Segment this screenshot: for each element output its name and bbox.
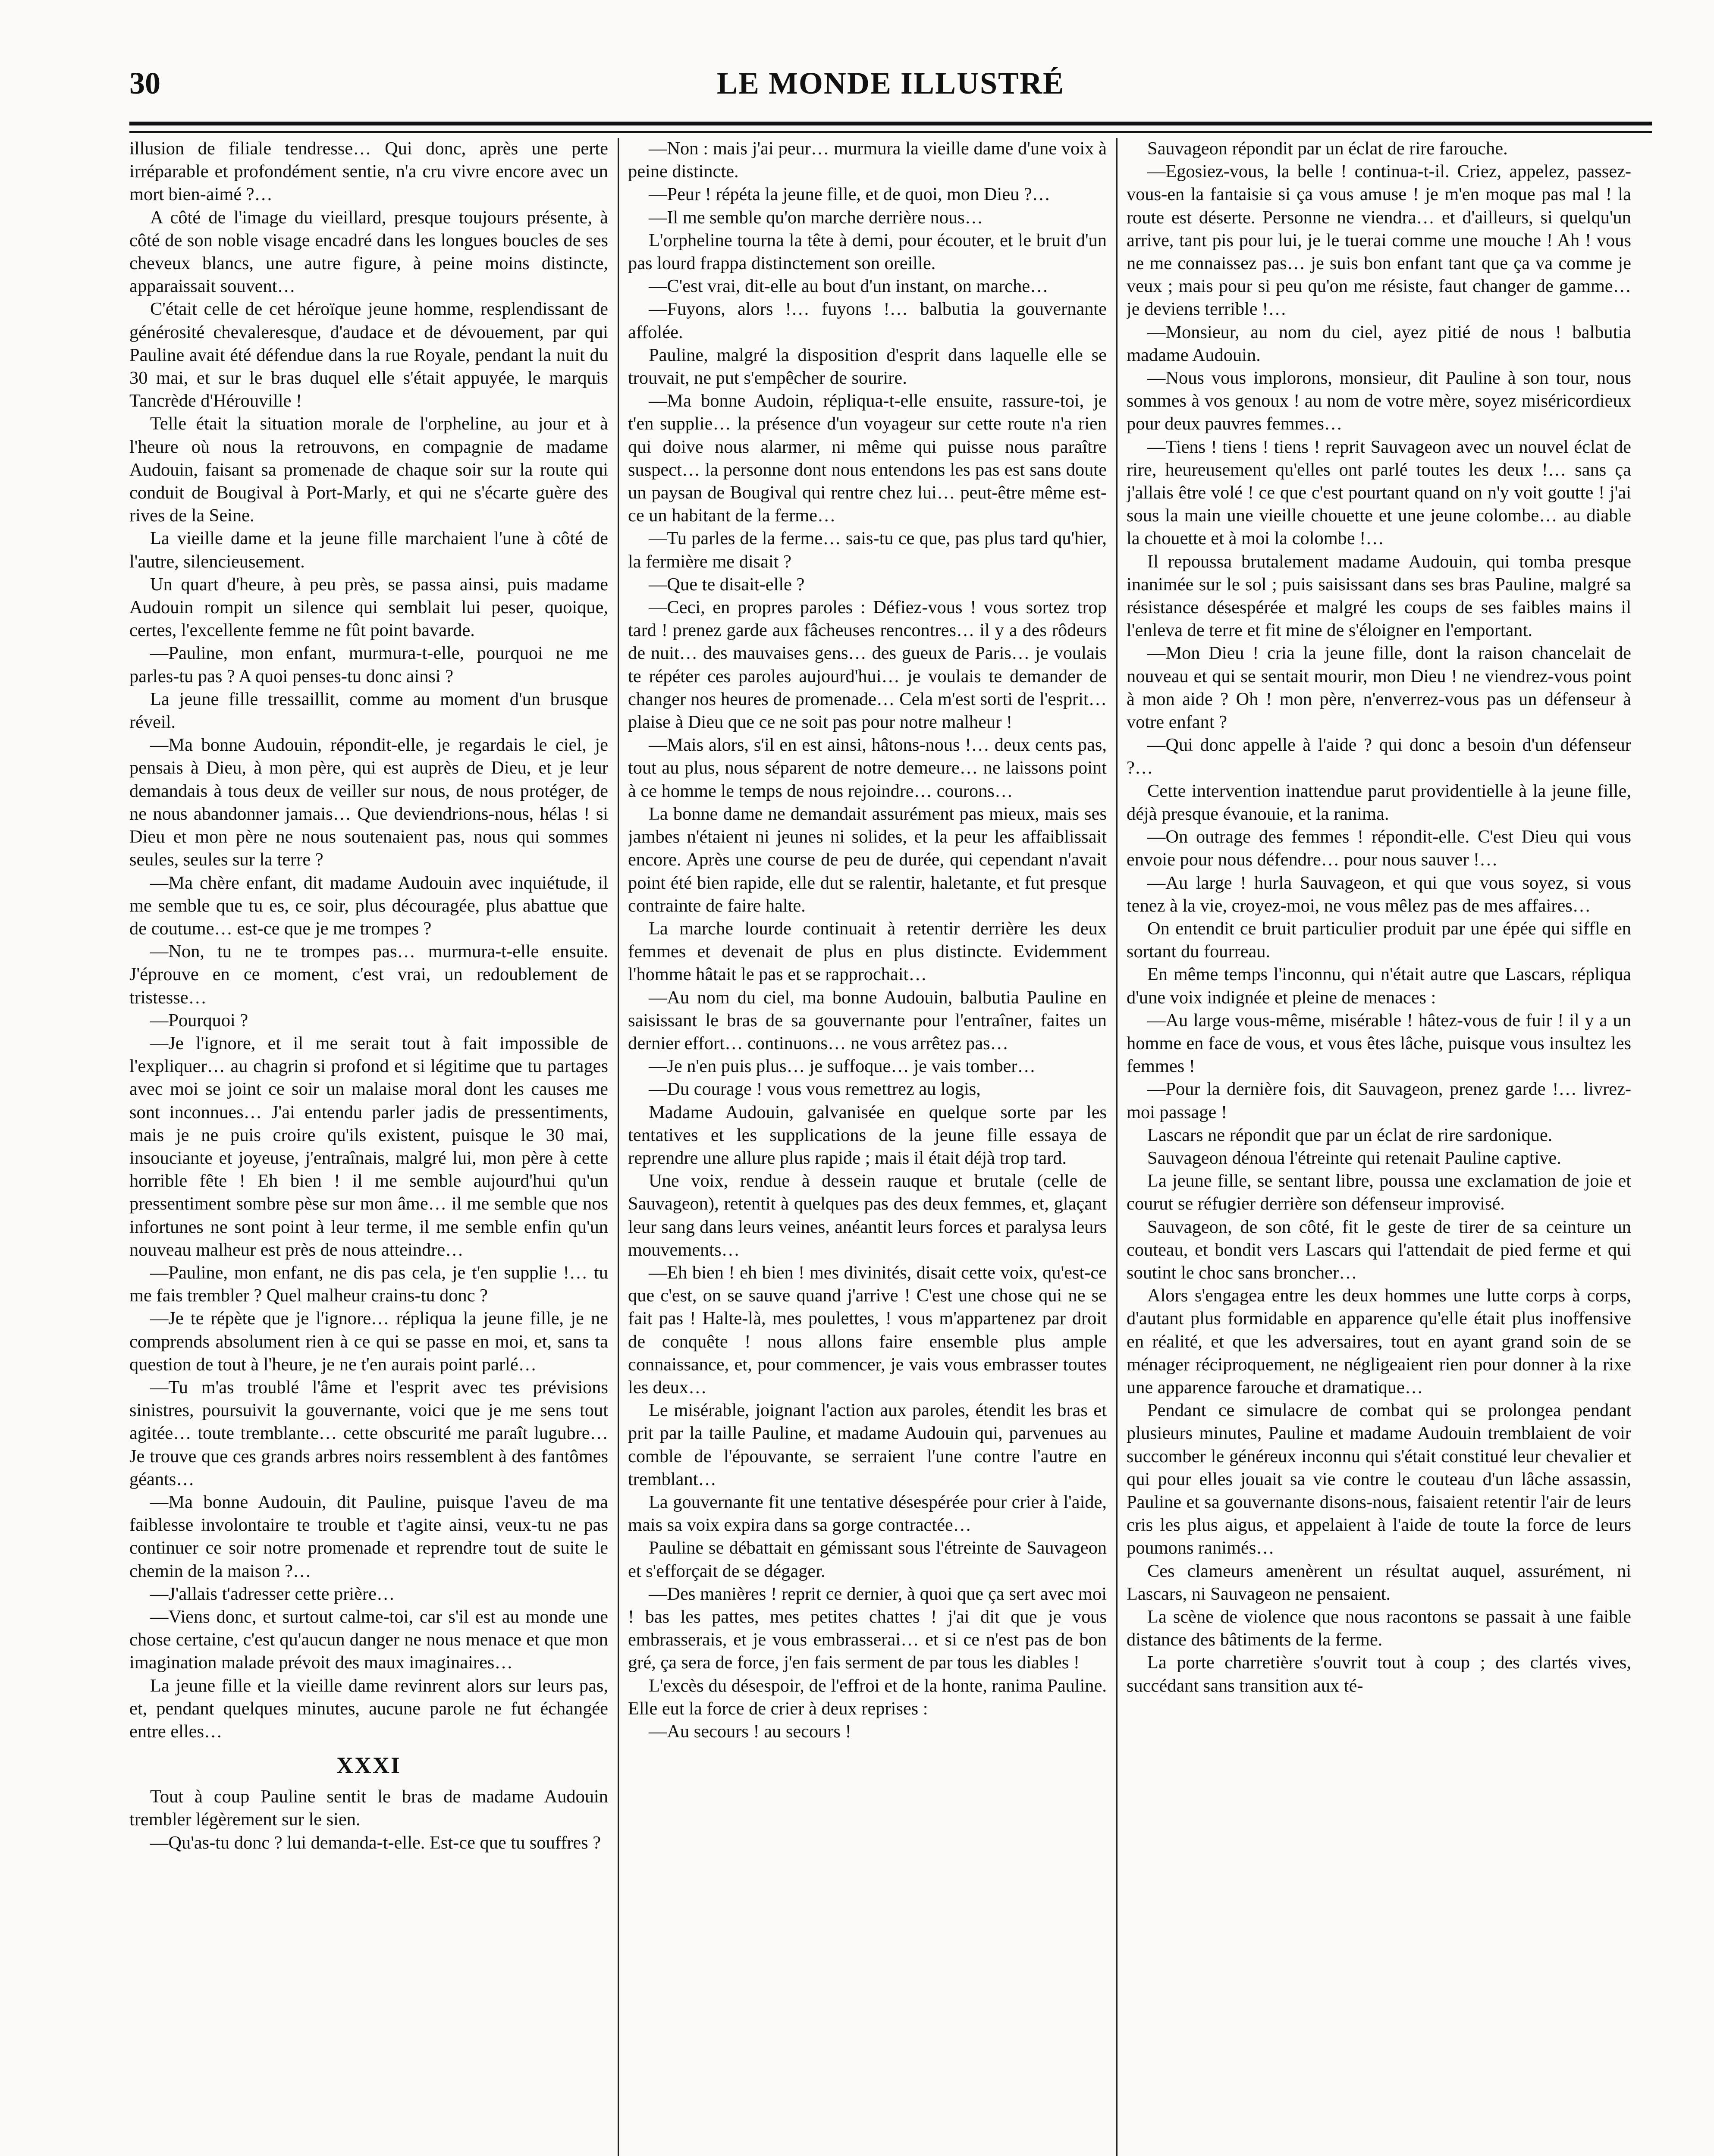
paragraph: Sauvageon dénoua l'étreinte qui retenait Pauline captive. [1147, 1147, 1561, 1168]
paragraph: —Il me semble qu'on marche derrière nous… [649, 207, 983, 228]
paragraph: —Qui donc appelle à l'aide ? qui donc a besoin d'un défenseur ?… [1127, 735, 1631, 778]
paragraph: —Mon Dieu ! cria la jeune fille, dont la raison chancelait de nouveau et qui se sentait mourir, mon Dieu ! ne viendrez-vous point à mon aide ? Oh ! mon père, n'enverrez-vous pas un défenseur à votre enfant ? [1127, 643, 1631, 733]
paragraph: —Du courage ! vous vous remettrez au logis, [649, 1079, 981, 1100]
paragraph: —Monsieur, au nom du ciel, ayez pitié de nous ! balbutia madame Audouin. [1127, 322, 1631, 365]
paragraph: Le misérable, joignant l'action aux paroles, étendit les bras et prit par la taille Pauline, et madame Audouin qui, parvenues au comble de l'épouvante, se serraient l'une contre l'autre en tremblant… [628, 1400, 1107, 1489]
paragraph: Sauvageon répondit par un éclat de rire farouche. [1147, 138, 1508, 159]
paragraph: —Eh bien ! eh bien ! mes divinités, disait cette voix, qu'est-ce que c'est, on se sauve quand j'arrive ! C'est une chose qui ne se fait pas ! Halte-là, mes poulettes, ! vous m'appartenez par droit de conquête ! nous allons faire ensemble plus ample connaissance, et, pour commencer, je vais vous embrasser toutes les deux… [628, 1262, 1107, 1398]
paragraph: Ces clameurs amenèrent un résultat auquel, assurément, ni Lascars, ni Sauvageon ne pensaient. [1127, 1561, 1631, 1604]
paragraph: —Pour la dernière fois, dit Sauvageon, prenez garde !… livrez-moi passage ! [1127, 1079, 1631, 1122]
text-column-1 [129, 137, 608, 2156]
paragraph: —Fuyons, alors !… fuyons !… balbutia la gouvernante affolée. [628, 299, 1107, 342]
paragraph: —Ma bonne Audoin, répliqua-t-elle ensuite, rassure-toi, je t'en supplie… la présence d'un voyageur sur cette route n'a rien qui doive nous alarmer, ni même qui puisse nous paraître suspect… la personne dont nous entendons les pas est sans doute un paysan de Bougival qui rentre chez lui… peut-être même est-ce un habitant de la ferme… [628, 391, 1107, 526]
paragraph: Lascars ne répondit que par un éclat de rire sardonique. [1147, 1125, 1553, 1145]
paragraph: En même temps l'inconnu, qui n'était autre que Lascars, répliqua d'une voix indignée et pleine de menaces : [1127, 964, 1631, 1008]
paragraph: —Viens donc, et surtout calme-toi, car s'il est au monde une chose certaine, c'est qu'aucun danger ne nous menace et que mon imagination malade prévoit des maux imaginaires… [129, 1607, 608, 1673]
paragraph: —Pauline, mon enfant, ne dis pas cela, je t'en supplie !… tu me fais trembler ? Quel malheur crains-tu donc ? [129, 1262, 608, 1306]
paragraph: —Au large vous-même, misérable ! hâtez-vous de fuir ! il y a un homme en face de vous, et vous êtes lâche, puisque vous insultez les femmes ! [1127, 1010, 1631, 1077]
paragraph: La jeune fille tressaillit, comme au moment d'un brusque réveil. [129, 689, 608, 733]
paragraph: —Ma chère enfant, dit madame Audouin avec inquiétude, il me semble que tu es, ce soir, plus découragée, plus abattue que de coutume… est-ce que je me trompes ? [129, 872, 608, 939]
paragraph: —Non, tu ne te trompes pas… murmura-t-elle ensuite. J'éprouve en ce moment, c'est vrai, un redoublement de tristesse… [129, 941, 608, 1008]
paragraph: —Des manières ! reprit ce dernier, à quoi que ça sert avec moi ! bas les pattes, mes petites chattes ! j'ai dit que je vous embrasserais, et je vous embrasserai… et si ce n'est pas de bon gré, ça sera de force, j'en fais serment de par tous les diables ! [628, 1583, 1107, 1673]
paragraph: Telle était la situation morale de l'orpheline, au jour et à l'heure où nous la retrouvons, en compagnie de madame Audouin, faisant sa promenade de chaque soir sur la route qui conduit de Bougival à Port-Marly, et qui ne s'écarte guère des rives de la Seine. [129, 414, 608, 526]
paragraph: La jeune fille, se sentant libre, poussa une exclamation de joie et courut se réfugier derrière son défenseur improvisé. [1127, 1171, 1631, 1214]
paragraph: L'excès du désespoir, de l'effroi et de la honte, ranima Pauline. Elle eut la force de crier à deux reprises : [628, 1675, 1107, 1719]
page-header [129, 64, 1652, 111]
header-rule-thick [129, 122, 1652, 125]
paragraph: —Je l'ignore, et il me serait tout à fait impossible de l'expliquer… au chagrin si profond et si légitime que tu partages avec moi se joint ce soir un malaise moral dont les causes me sont inconnues… J'ai entendu parler jadis de pressentiments, mais je ne puis croire qu'ils existent, puisque le 30 mai, insouciante et joyeuse, j'entraînais, malgré lui, mon père à cette horrible fête ! Eh bien ! il me semble aujourd'hui qu'un pressentiment sombre pèse sur mon âme… il me semble que nos infortunes ne sont point à leur terme, il me semble enfin qu'un nouveau malheur est près de nous atteindre… [129, 1033, 608, 1260]
paragraph: —Mais alors, s'il en est ainsi, hâtons-nous !… deux cents pas, tout au plus, nous séparent de notre demeure… ne laissons point à ce homme le temps de nous rejoindre… courons… [628, 735, 1107, 801]
paragraph: Pauline, malgré la disposition d'esprit dans laquelle elle se trouvait, ne put s'empêcher de sourire. [628, 345, 1107, 389]
paragraph: La marche lourde continuait à retentir derrière les deux femmes et devenait de plus en plus distincte. Evidemment l'homme hâtait le pas et se rapprochait… [628, 918, 1107, 985]
paragraph: —Je te répète que je l'ignore… répliqua la jeune fille, je ne comprends absolument rien à ce qui se passe en moi, et, sans ta question de tout à l'heure, je ne t'en aurais point parlé… [129, 1308, 608, 1375]
paragraph: —Au secours ! au secours ! [649, 1721, 851, 1742]
paragraph: —Au large ! hurla Sauvageon, et qui que vous soyez, si vous tenez à la vie, croyez-moi, ne vous mêlez pas de mes affaires… [1127, 872, 1631, 916]
column-divider [618, 138, 619, 2156]
paragraph: On entendit ce bruit particulier produit par une épée qui siffle en sortant du fourreau. [1127, 918, 1631, 962]
paragraph: —Ma bonne Audouin, dit Pauline, puisque l'aveu de ma faiblesse involontaire te trouble et t'agite ainsi, veux-tu ne pas continuer ce soir notre promenade et reprendre tout de suite le chemin de la maison ?… [129, 1492, 608, 1581]
paragraph: A côté de l'image du vieillard, presque toujours présente, à côté de son noble visage encadré dans les longues boucles de ses cheveux blancs, une autre figure, à peine moins distincte, apparaissait souvent… [129, 207, 608, 297]
paragraph: Pauline se débattait en gémissant sous l'étreinte de Sauvageon et s'efforçait de se dégager. [628, 1538, 1107, 1581]
paragraph: —Au nom du ciel, ma bonne Audouin, balbutia Pauline en saisissant le bras de sa gouvernante pour l'entraîner, faites un dernier effort… continuons… ne vous arrêtez pas… [628, 987, 1107, 1053]
chapter-heading: XXXI [336, 1752, 401, 1779]
paragraph: —Ceci, en propres paroles : Défiez-vous ! vous sortez trop tard ! prenez garde aux fâcheuses rencontres… il y a des rôdeurs de nuit… des mauvaises gens… des gueux de Paris… je voulais te répéter ces paroles aujourd'hui… je voulais te demander de changer nos heures de promenade… Cela m'est sorti de l'esprit… plaise à Dieu que ce ne soit pas pour notre malheur ! [628, 597, 1107, 733]
paragraph: Madame Audouin, galvanisée en quelque sorte par les tentatives et les supplications de la jeune fille essaya de reprendre une allure plus rapide ; mais il était déjà trop tard. [628, 1102, 1107, 1168]
paragraph: Sauvageon, de son côté, fit le geste de tirer de sa ceinture un couteau, et bondit vers Lascars qui l'attendait de pied ferme et qui soutint le choc sans broncher… [1127, 1216, 1631, 1283]
paragraph: —Tu m'as troublé l'âme et l'esprit avec tes prévisions sinistres, poursuivit la gouvernante, voici que je me sens tout agitée… toute tremblante… cette obscurité me paraît lugubre… Je trouve que ces grands arbres noirs ressemblent à des fantômes géants… [129, 1377, 608, 1489]
paragraph: —C'est vrai, dit-elle au bout d'un instant, on marche… [649, 276, 1048, 297]
paragraph: —Egosiez-vous, la belle ! continua-t-il. Criez, appelez, passez-vous-en la fantaisie si ça vous amuse ! je m'en moque pas mal ! la route est déserte. Personne ne viendra… et d'ailleurs, si quelqu'un arrive, tant pis pour lui, je le tuerai comme une mouche ! Ah ! vous ne me connaissez pas… je suis bon enfant tant que ça va comme je veux ; mais pour si peu qu'on me résiste, faut changer de gamme… je deviens terrible !… [1127, 161, 1631, 320]
paragraph: Alors s'engagea entre les deux hommes une lutte corps à corps, d'autant plus formidable en apparence qu'elle était plus inoffensive en réalité, et que les adversaires, tout en ayant grand soin de se ménager réciproquement, ne négligeaient rien pour donner à la rixe une apparence farouche et dramatique… [1127, 1285, 1631, 1398]
paragraph: L'orpheline tourna la tête à demi, pour écouter, et le bruit d'un pas lourd frappa distinctement son oreille. [628, 230, 1107, 274]
paragraph: —Qu'as-tu donc ? lui demanda-t-elle. Est-ce que tu souffres ? [150, 1832, 601, 1853]
column-divider [1116, 138, 1118, 2156]
paragraph: La gouvernante fit une tentative désespérée pour crier à l'aide, mais sa voix expira dans sa gorge contractée… [628, 1492, 1107, 1536]
text-column-3 [1127, 137, 1631, 2156]
paragraph: La porte charretière s'ouvrit tout à coup ; des clartés vives, succédant sans transition aux té- [1127, 1652, 1631, 1696]
paragraph: —Je n'en puis plus… je suffoque… je vais tomber… [649, 1056, 1036, 1077]
paragraph: Un quart d'heure, à peu près, se passa ainsi, puis madame Audouin rompit un silence qui semblait lui peser, quoique, certes, l'excellente femme ne fût point bavarde. [129, 574, 608, 641]
paragraph: —Non : mais j'ai peur… murmura la vieille dame d'une voix à peine distincte. [628, 138, 1107, 182]
paragraph: Pendant ce simulacre de combat qui se prolongea pendant plusieurs minutes, Pauline et madame Audouin tremblaient de voir succomber le généreux inconnu qui s'était constitué leur chevalier et qui pour elles jouait sa vie contre le couteau d'un lâche assassin, Pauline et sa gouvernante disons-nous, faisaient retentir l'air de leurs cris les plus aigus, et appelaient à l'aide de toute la force de leurs poumons ranimés… [1127, 1400, 1631, 1558]
paragraph: —Peur ! répéta la jeune fille, et de quoi, mon Dieu ?… [649, 184, 1051, 205]
paragraph: C'était celle de cet héroïque jeune homme, resplendissant de générosité chevaleresque, d'audace et de dévouement, par qui Pauline avait été défendue dans la rue Royale, pendant la nuit du 30 mai, et sur le bras duquel elle s'était appuyée, le marquis Tancrède d'Hérouville ! [129, 299, 608, 411]
paragraph: La jeune fille et la vieille dame revinrent alors sur leurs pas, et, pendant quelques minutes, aucune parole ne fut échangée entre elles… [129, 1675, 608, 1742]
paragraph: —Que te disait-elle ? [649, 574, 805, 595]
paragraph: —Pourquoi ? [150, 1010, 248, 1031]
paragraph: —Ma bonne Audouin, répondit-elle, je regardais le ciel, je pensais à Dieu, à mon père, qui est auprès de Dieu, et je leur demandais à tous deux de veiller sur nous, de nous protéger, de ne nous abandonner jamais… Que deviendrions-nous, hélas ! si Dieu et mon père ne nous soutenaient pas, nous qui sommes seules, seules sur la terre ? [129, 735, 608, 870]
paragraph: —Tu parles de la ferme… sais-tu ce que, pas plus tard qu'hier, la fermière me disait ? [628, 528, 1107, 572]
paragraph: Il repoussa brutalement madame Audouin, qui tomba presque inanimée sur le sol ; puis saisissant dans ses bras Pauline, malgré sa résistance désespérée et malgré les coups de ses faibles mains il l'enleva de terre et fit mine de s'éloigner en l'emportant. [1127, 551, 1631, 641]
paragraph: illusion de filiale tendresse… Qui donc, après une perte irréparable et profondément sentie, n'a cru vivre encore avec un mort bien-aimé ?… [129, 138, 608, 205]
header-rule-thin [129, 131, 1652, 133]
paragraph: —On outrage des femmes ! répondit-elle. C'est Dieu qui vous envoie pour nous défendre… pour nous sauver !… [1127, 827, 1631, 870]
paragraph: Une voix, rendue à dessein rauque et brutale (celle de Sauvageon), retentit à quelques pas des deux femmes, et, glaçant leur sang dans leurs veines, anéantit leurs forces et paralysa leurs mouvements… [628, 1171, 1107, 1260]
paragraph: La vieille dame et la jeune fille marchaient l'une à côté de l'autre, silencieusement. [129, 528, 608, 572]
text-column-2 [628, 137, 1107, 2156]
paragraph: —Tiens ! tiens ! tiens ! reprit Sauvageon avec un nouvel éclat de rire, heureusement qu'elles ont parlé toutes les deux !… sans ça j'allais être volé ! ce que c'est pourtant quand on n'y voit goutte ! j'ai sous la main une vieille chouette et une jeune colombe… au diable la chouette et à moi la colombe !… [1127, 436, 1631, 549]
paragraph: —J'allais t'adresser cette prière… [150, 1583, 395, 1604]
paragraph: Tout à coup Pauline sentit le bras de madame Audouin trembler légèrement sur le sien. [129, 1786, 608, 1830]
journal-title: LE MONDE ILLUSTRÉ [716, 66, 1065, 100]
paragraph: —Pauline, mon enfant, murmura-t-elle, pourquoi ne me parles-tu pas ? A quoi penses-tu donc ainsi ? [129, 643, 608, 686]
page-number: 30 [129, 66, 160, 100]
paragraph: La bonne dame ne demandait assurément pas mieux, mais ses jambes n'étaient ni jeunes ni solides, et la peur les affaiblissait encore. Après une course de peu de durée, qui cependant n'avait point été bien rapide, elle dut se ralentir, haletante, et fut presque contrainte de faire halte. [628, 803, 1107, 916]
paragraph: —Nous vous implorons, monsieur, dit Pauline à son tour, nous sommes à vos genoux ! au nom de votre mère, soyez miséricordieux pour deux pauvres femmes… [1127, 368, 1631, 434]
paragraph: La scène de violence que nous racontons se passait à une faible distance des bâtiments de la ferme. [1127, 1607, 1631, 1650]
paragraph: Cette intervention inattendue parut providentielle à la jeune fille, déjà presque évanouie, et la ranima. [1127, 780, 1631, 824]
